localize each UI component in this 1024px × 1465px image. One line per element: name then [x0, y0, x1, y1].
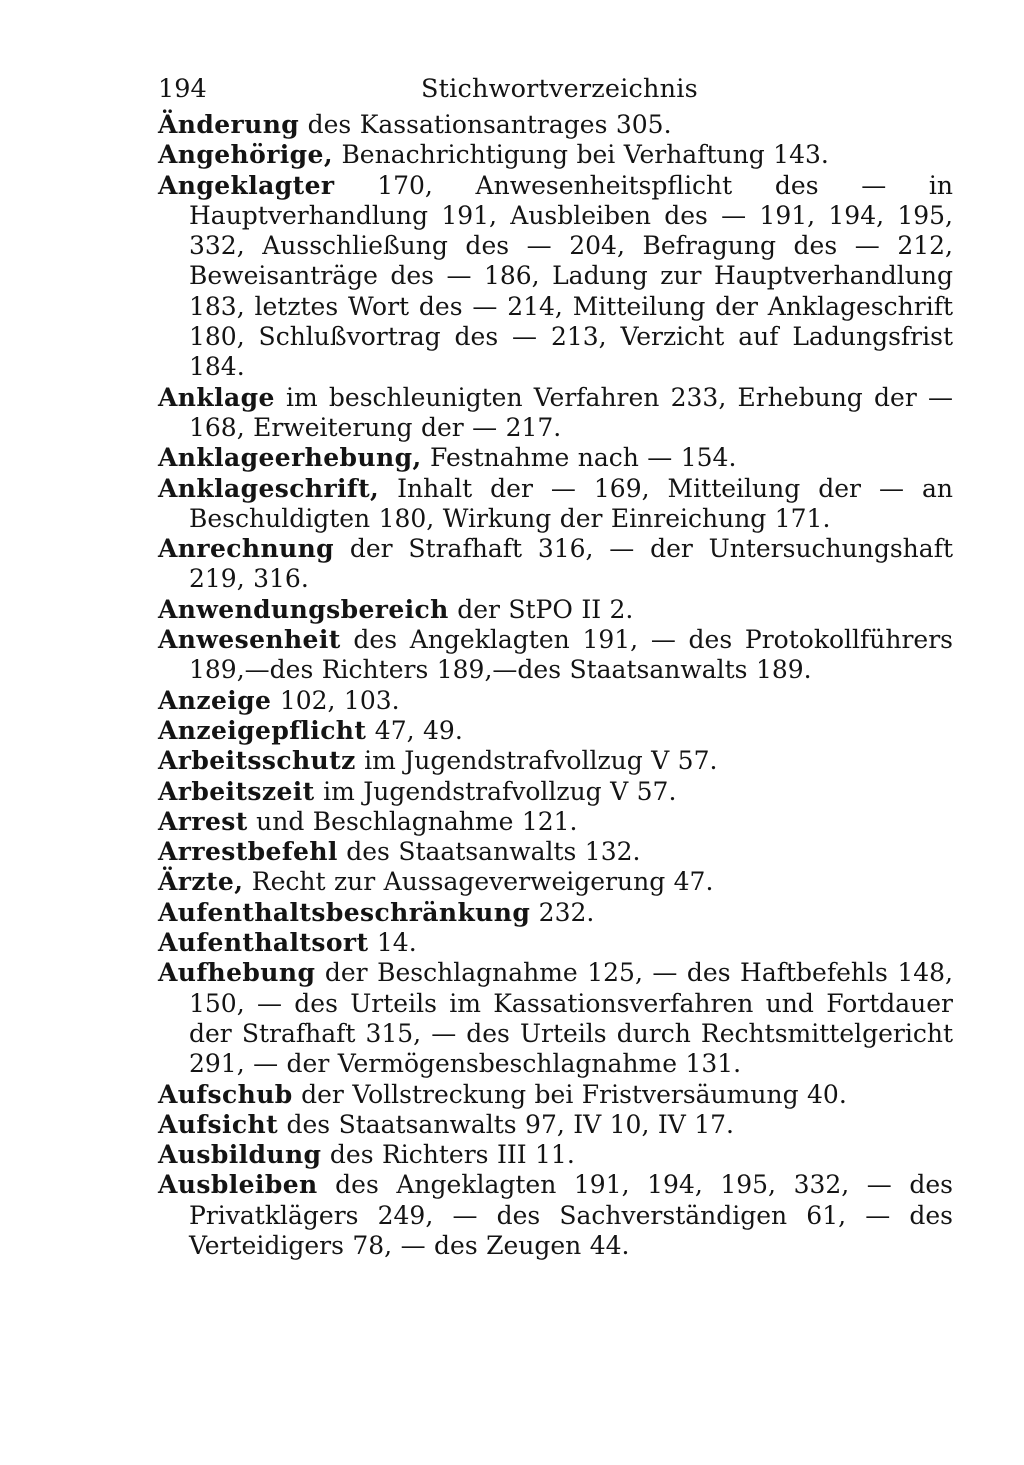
entry-headword: Anklageschrift, — [158, 473, 380, 503]
index-entry — [158, 746, 953, 776]
index-entry — [158, 1170, 953, 1261]
index-entry — [158, 383, 953, 444]
entry-text: Benachrichtigung bei Verhaftung 143. — [341, 140, 829, 170]
entry-text: Inhalt der — 169, Mitteilung der — an Beschuldigten 180, Wirkung der Einreichung 171. — [189, 473, 953, 533]
index-entry — [158, 867, 953, 897]
index-entry — [158, 140, 953, 170]
entry-headword: Aufenthaltsort — [158, 928, 369, 958]
entry-text: des Angeklagten 191, 194, 195, 332, — des Privatklägers 249, — des Sachverständigen 61, — des Verteidigers 78, — des Zeugen 44. — [189, 1170, 953, 1260]
entry-headword: Aufenthaltsbeschränkung — [158, 897, 531, 927]
entry-headword: Arrestbefehl — [158, 837, 338, 867]
index-entry — [158, 1140, 953, 1170]
entry-headword: Anklageerhebung, — [158, 443, 422, 473]
entry-headword: Anzeigepflicht — [158, 715, 367, 745]
index-entry — [158, 807, 953, 837]
index-entry — [158, 443, 953, 473]
entry-headword: Ausbleiben — [158, 1170, 318, 1200]
entry-text: 14. — [376, 928, 417, 958]
index-entry — [158, 1080, 953, 1110]
index-entry — [158, 928, 953, 958]
entry-headword: Arbeitszeit — [158, 776, 315, 806]
entry-text: und Beschlagnahme 121. — [256, 806, 578, 836]
entry-headword: Angehörige, — [158, 140, 333, 170]
entry-headword: Aufsicht — [158, 1109, 279, 1139]
entry-text: des Staatsanwalts 97, IV 10, IV 17. — [286, 1109, 734, 1139]
entry-text: im beschleunigten Verfahren 233, Erhebung der — 168, Erweiterung der — 217. — [189, 382, 953, 442]
index-entry — [158, 625, 953, 686]
entry-text: des Richters III 11. — [329, 1140, 575, 1170]
entry-text: Recht zur Aussageverweigerung 47. — [251, 867, 714, 897]
entry-text: des Staatsanwalts 132. — [346, 837, 641, 867]
entry-headword: Anwesenheit — [158, 625, 341, 655]
page-number: 194 — [158, 74, 207, 104]
index-entry — [158, 716, 953, 746]
entry-headword: Aufhebung — [158, 958, 316, 988]
index-entry — [158, 837, 953, 867]
index-entry — [158, 171, 953, 383]
entry-text: der Beschlagnahme 125, — des Haftbefehls 148, 150, — des Urteils im Kassationsverfahren und Fortdauer der Strafhaft 315, — des Urteils durch Rechtsmittelgericht 291, — der Vermögensbeschlagnahme 131. — [189, 958, 953, 1079]
entry-headword: Arrest — [158, 806, 248, 836]
entry-headword: Anrechnung — [158, 534, 335, 564]
entry-text: 102, 103. — [279, 685, 400, 715]
entry-text: der Vollstreckung bei Fristversäumung 40. — [301, 1079, 847, 1109]
entry-text: des Angeklagten 191, — des Protokollführers 189,—des Richters 189,—des Staatsanwalts 189. — [189, 625, 953, 685]
index-page — [158, 70, 953, 1261]
entry-headword: Arbeitsschutz — [158, 746, 356, 776]
entry-headword: Aufschub — [158, 1079, 293, 1109]
entry-headword: Ausbildung — [158, 1140, 322, 1170]
entry-headword: Änderung — [158, 110, 300, 139]
running-title: Stichwortverzeichnis — [421, 74, 698, 104]
entry-headword: Ärzte, — [158, 867, 244, 897]
entry-text: 232. — [538, 897, 595, 927]
index-entry — [158, 534, 953, 595]
entry-text: Festnahme nach — 154. — [430, 443, 737, 473]
index-entry — [158, 898, 953, 928]
entry-text: des Kassationsantrages 305. — [307, 110, 672, 139]
entry-text: 47, 49. — [374, 715, 463, 745]
index-entry — [158, 110, 953, 140]
entry-text: im Jugendstrafvollzug V 57. — [323, 776, 677, 806]
entry-headword: Anklage — [158, 382, 275, 412]
entry-text: der Strafhaft 316, — der Untersuchungshaft 219, 316. — [189, 534, 953, 594]
index-entry — [158, 777, 953, 807]
entry-text: 170, Anwesenheitspflicht des — in Hauptverhandlung 191, Ausbleiben des — 191, 194, 195, 332, Ausschließung des — 204, Befragung des — 212, Beweisanträge des — 186, Ladung zur Hauptverhandlung 183, letztes Wort des — 214, Mitteilung der Anklageschrift 180, Schlußvortrag des — 213, Verzicht auf Ladungsfrist 184. — [189, 170, 954, 382]
index-entry — [158, 474, 953, 535]
entry-text: der StPO II 2. — [457, 594, 634, 624]
index-entry — [158, 958, 953, 1079]
running-head — [158, 70, 953, 108]
index-entry — [158, 1110, 953, 1140]
entry-headword: Angeklagter — [158, 170, 335, 200]
index-entry — [158, 595, 953, 625]
entry-text: im Jugendstrafvollzug V 57. — [364, 746, 718, 776]
index-entry — [158, 686, 953, 716]
entry-headword: Anwendungsbereich — [158, 594, 449, 624]
entry-headword: Anzeige — [158, 685, 272, 715]
index-list — [158, 110, 953, 1261]
